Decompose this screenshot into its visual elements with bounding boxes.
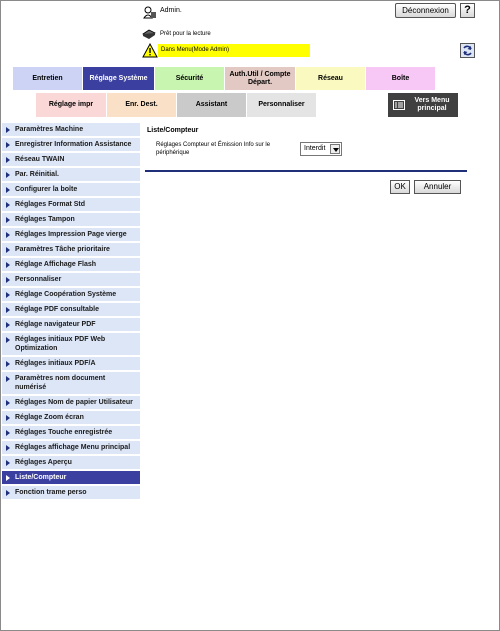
- chevron-right-icon: [6, 415, 10, 421]
- chevron-right-icon: [6, 490, 10, 496]
- sidebar-item-label: Réglage Affichage Flash: [15, 261, 97, 268]
- admin-mode-bar: Dans Menu(Mode Admin): [158, 44, 310, 57]
- sidebar-item-label: Réglages initiaux PDF Web Optimization: [15, 336, 106, 352]
- sidebar-item[interactable]: [2, 318, 140, 333]
- chevron-right-icon: [6, 361, 10, 367]
- sidebar-item[interactable]: [2, 213, 140, 228]
- chevron-right-icon: [6, 172, 10, 178]
- sidebar-item-label: Réglages Format Std: [15, 201, 86, 208]
- tab-personnaliser[interactable]: Personnaliser: [247, 93, 316, 117]
- sidebar-item-label: Paramètres nom document numérisé: [15, 375, 106, 391]
- refresh-icon: [461, 44, 474, 57]
- counter-setting-label: Réglages Compteur et Émission Info sur le périphérique: [156, 142, 271, 156]
- sidebar-item-label: Par. Réinitial.: [15, 171, 59, 178]
- sidebar-item-label: Personnaliser: [15, 276, 62, 283]
- chevron-right-icon: [6, 142, 10, 148]
- chevron-right-icon: [6, 445, 10, 451]
- main-menu-button[interactable]: [388, 93, 458, 117]
- sidebar-item[interactable]: [2, 288, 140, 303]
- sidebar-item[interactable]: [2, 471, 140, 486]
- admin-user-icon: [143, 6, 156, 19]
- tab-securite[interactable]: Sécurité: [155, 67, 224, 90]
- sidebar-item-label: Réglages affichage Menu principal: [15, 444, 131, 451]
- sidebar: [2, 123, 140, 501]
- chevron-right-icon: [6, 232, 10, 238]
- sidebar-item-label: Paramètres Machine: [15, 126, 84, 133]
- tab-boite[interactable]: Boîte: [366, 67, 435, 90]
- sidebar-item-label: Réglages initiaux PDF/A: [15, 360, 96, 367]
- sidebar-item[interactable]: [2, 228, 140, 243]
- counter-setting-select[interactable]: [300, 142, 342, 156]
- sidebar-item[interactable]: [2, 396, 140, 411]
- sidebar-item-label: Fonction trame perso: [15, 489, 87, 496]
- tab-reglage-impr[interactable]: Réglage impr: [36, 93, 106, 117]
- tab-auth-compte[interactable]: Auth.Util / Compte Départ.: [225, 67, 295, 90]
- menu-icon: [393, 100, 405, 110]
- sidebar-item-label: Paramètres Tâche prioritaire: [15, 246, 110, 253]
- sidebar-item[interactable]: [2, 333, 140, 357]
- chevron-right-icon: [6, 307, 10, 313]
- chevron-right-icon: [6, 337, 10, 343]
- sidebar-item-label: Configurer la boîte: [15, 186, 78, 193]
- sidebar-item-label: Réglages Touche enregistrée: [15, 429, 113, 436]
- ok-button[interactable]: OK: [390, 180, 410, 194]
- user-name: Admin.: [160, 7, 182, 14]
- device-status: Prêt pour la lecture: [160, 31, 211, 37]
- chevron-right-icon: [6, 400, 10, 406]
- sidebar-item[interactable]: [2, 183, 140, 198]
- sidebar-item-label: Réglage navigateur PDF: [15, 321, 96, 328]
- tab-entretien[interactable]: Entretien: [13, 67, 82, 90]
- chevron-right-icon: [6, 262, 10, 268]
- sidebar-item[interactable]: [2, 153, 140, 168]
- sidebar-item[interactable]: [2, 441, 140, 456]
- chevron-right-icon: [6, 292, 10, 298]
- sidebar-item-label: Réglage Coopération Système: [15, 291, 117, 298]
- sidebar-item-label: Liste/Compteur: [15, 474, 67, 481]
- sidebar-item[interactable]: [2, 357, 140, 372]
- sidebar-item-label: Réglages Nom de papier Utilisateur: [15, 399, 133, 406]
- tab-reseau[interactable]: Réseau: [296, 67, 365, 90]
- sidebar-item[interactable]: [2, 372, 140, 396]
- sidebar-item[interactable]: [2, 243, 140, 258]
- sidebar-item-label: Réglages Impression Page vierge: [15, 231, 127, 238]
- sidebar-item[interactable]: [2, 303, 140, 318]
- chevron-right-icon: [6, 277, 10, 283]
- sidebar-item-label: Enregistrer Information Assistance: [15, 141, 132, 148]
- logout-button[interactable]: Déconnexion: [395, 3, 456, 18]
- chevron-right-icon: [6, 322, 10, 328]
- sidebar-item[interactable]: [2, 123, 140, 138]
- sidebar-item[interactable]: [2, 198, 140, 213]
- chevron-down-icon: [330, 144, 340, 154]
- sidebar-item[interactable]: [2, 138, 140, 153]
- sidebar-item[interactable]: [2, 456, 140, 471]
- sidebar-item[interactable]: [2, 168, 140, 183]
- cancel-button[interactable]: Annuler: [414, 180, 461, 194]
- tab-reglage-systeme[interactable]: Réglage Système: [83, 67, 154, 90]
- chevron-right-icon: [6, 247, 10, 253]
- sidebar-item[interactable]: [2, 273, 140, 288]
- counter-setting-value: Interdit: [304, 145, 326, 152]
- sidebar-item[interactable]: [2, 426, 140, 441]
- tab-enr-dest[interactable]: Enr. Dest.: [107, 93, 176, 117]
- sidebar-item[interactable]: [2, 411, 140, 426]
- sidebar-item-label: Réglages Tampon: [15, 216, 75, 223]
- chevron-right-icon: [6, 475, 10, 481]
- main-menu-label: Vers Menu principal: [414, 97, 450, 112]
- chevron-right-icon: [6, 187, 10, 193]
- sidebar-item[interactable]: [2, 258, 140, 273]
- section-title: Liste/Compteur: [147, 127, 199, 134]
- chevron-right-icon: [6, 430, 10, 436]
- printer-icon: [142, 29, 156, 39]
- chevron-right-icon: [6, 157, 10, 163]
- sidebar-item-label: Réglage Zoom écran: [15, 414, 84, 421]
- chevron-right-icon: [6, 460, 10, 466]
- help-button[interactable]: ?: [460, 3, 475, 18]
- chevron-right-icon: [6, 202, 10, 208]
- sidebar-item[interactable]: [2, 486, 140, 501]
- divider: [145, 170, 467, 172]
- sidebar-item-label: Réglages Aperçu: [15, 459, 72, 466]
- warning-icon: [142, 43, 158, 58]
- chevron-right-icon: [6, 127, 10, 133]
- chevron-right-icon: [6, 217, 10, 223]
- refresh-button[interactable]: [460, 43, 475, 58]
- tab-assistant[interactable]: Assistant: [177, 93, 246, 117]
- chevron-right-icon: [6, 376, 10, 382]
- sidebar-item-label: Réseau TWAIN: [15, 156, 65, 163]
- sidebar-item-label: Réglage PDF consultable: [15, 306, 100, 313]
